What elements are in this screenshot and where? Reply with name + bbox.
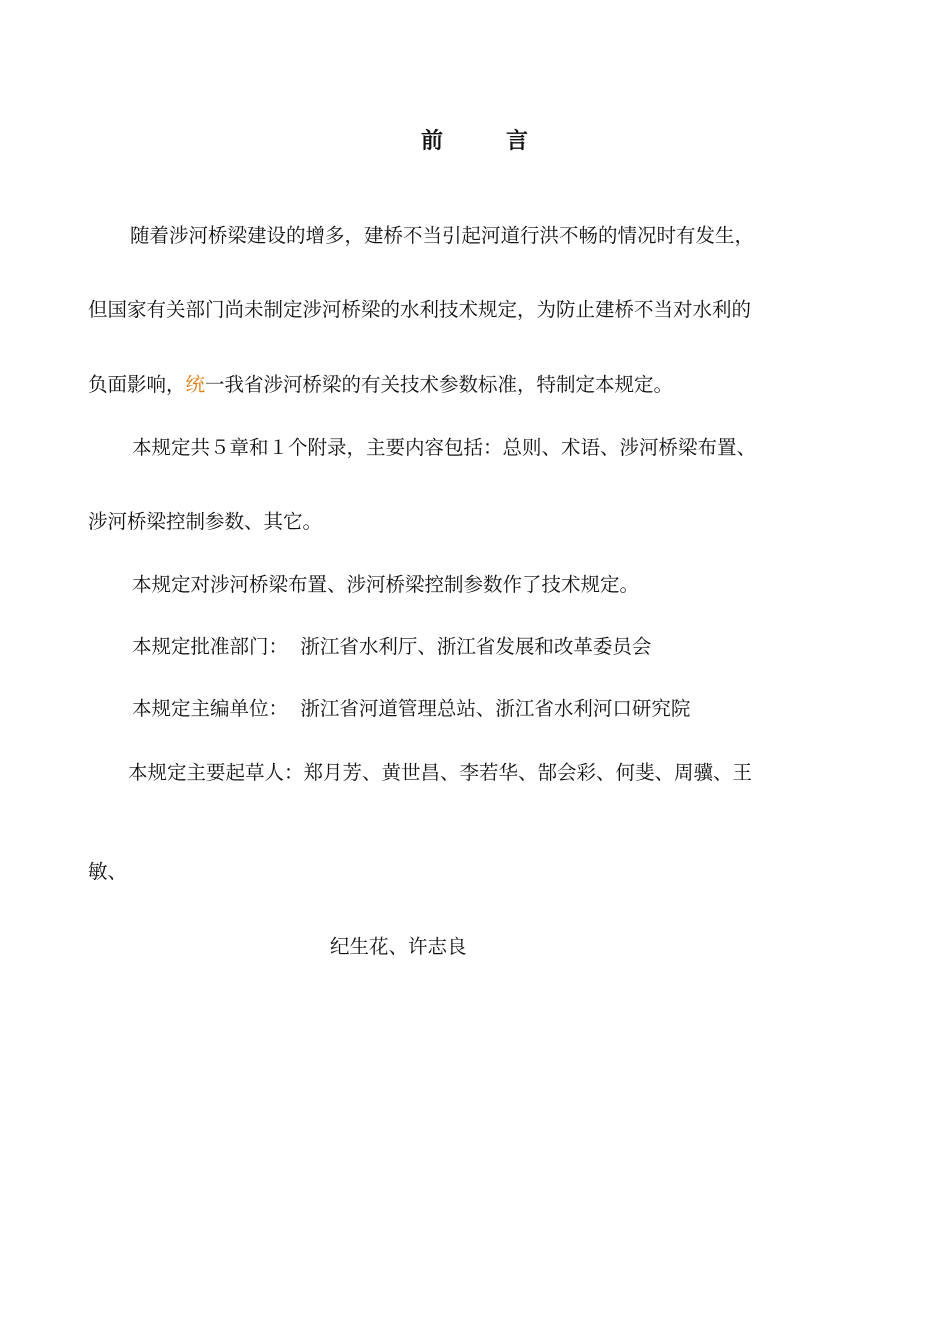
paragraph-2-line-2: 涉河桥梁控制参数、其它。 bbox=[88, 510, 323, 533]
drafters-line-3: 纪生花、许志良 bbox=[330, 935, 467, 958]
paragraph-1-line-1: 随着涉河桥梁建设的增多，建桥不当引起河道行洪不畅的情况时有发生， bbox=[130, 224, 755, 247]
approval-department: 本规定批准部门： 浙江省水利厅、浙江省发展和改革委员会 bbox=[132, 635, 652, 658]
paragraph-1-line-3 bbox=[88, 375, 673, 395]
highlighted-text: 统 bbox=[185, 373, 206, 396]
title-char-1: 前 bbox=[420, 128, 444, 154]
title-char-2: 言 bbox=[506, 128, 530, 154]
page-title bbox=[0, 124, 950, 155]
paragraph-1-line-3-start: 负面影响， bbox=[88, 373, 186, 396]
paragraph-2-line-1: 本规定共５章和１个附录，主要内容包括：总则、术语、涉河桥梁布置、 bbox=[132, 436, 757, 459]
chief-editor-unit: 本规定主编单位： 浙江省河道管理总站、浙江省水利河口研究院 bbox=[132, 697, 691, 720]
drafters-line-1: 本规定主要起草人：郑月芳、黄世昌、李若华、郜会彩、何斐、周骥、王 bbox=[128, 761, 753, 784]
paragraph-1-line-2: 但国家有关部门尚未制定涉河桥梁的水利技术规定，为防止建桥不当对水利的 bbox=[88, 298, 752, 321]
drafters-line-2: 敏、 bbox=[88, 860, 128, 883]
paragraph-1-line-3-end: 一我省涉河桥梁的有关技术参数标准，特制定本规定。 bbox=[205, 373, 674, 396]
paragraph-3: 本规定对涉河桥梁布置、涉河桥梁控制参数作了技术规定。 bbox=[132, 573, 640, 596]
